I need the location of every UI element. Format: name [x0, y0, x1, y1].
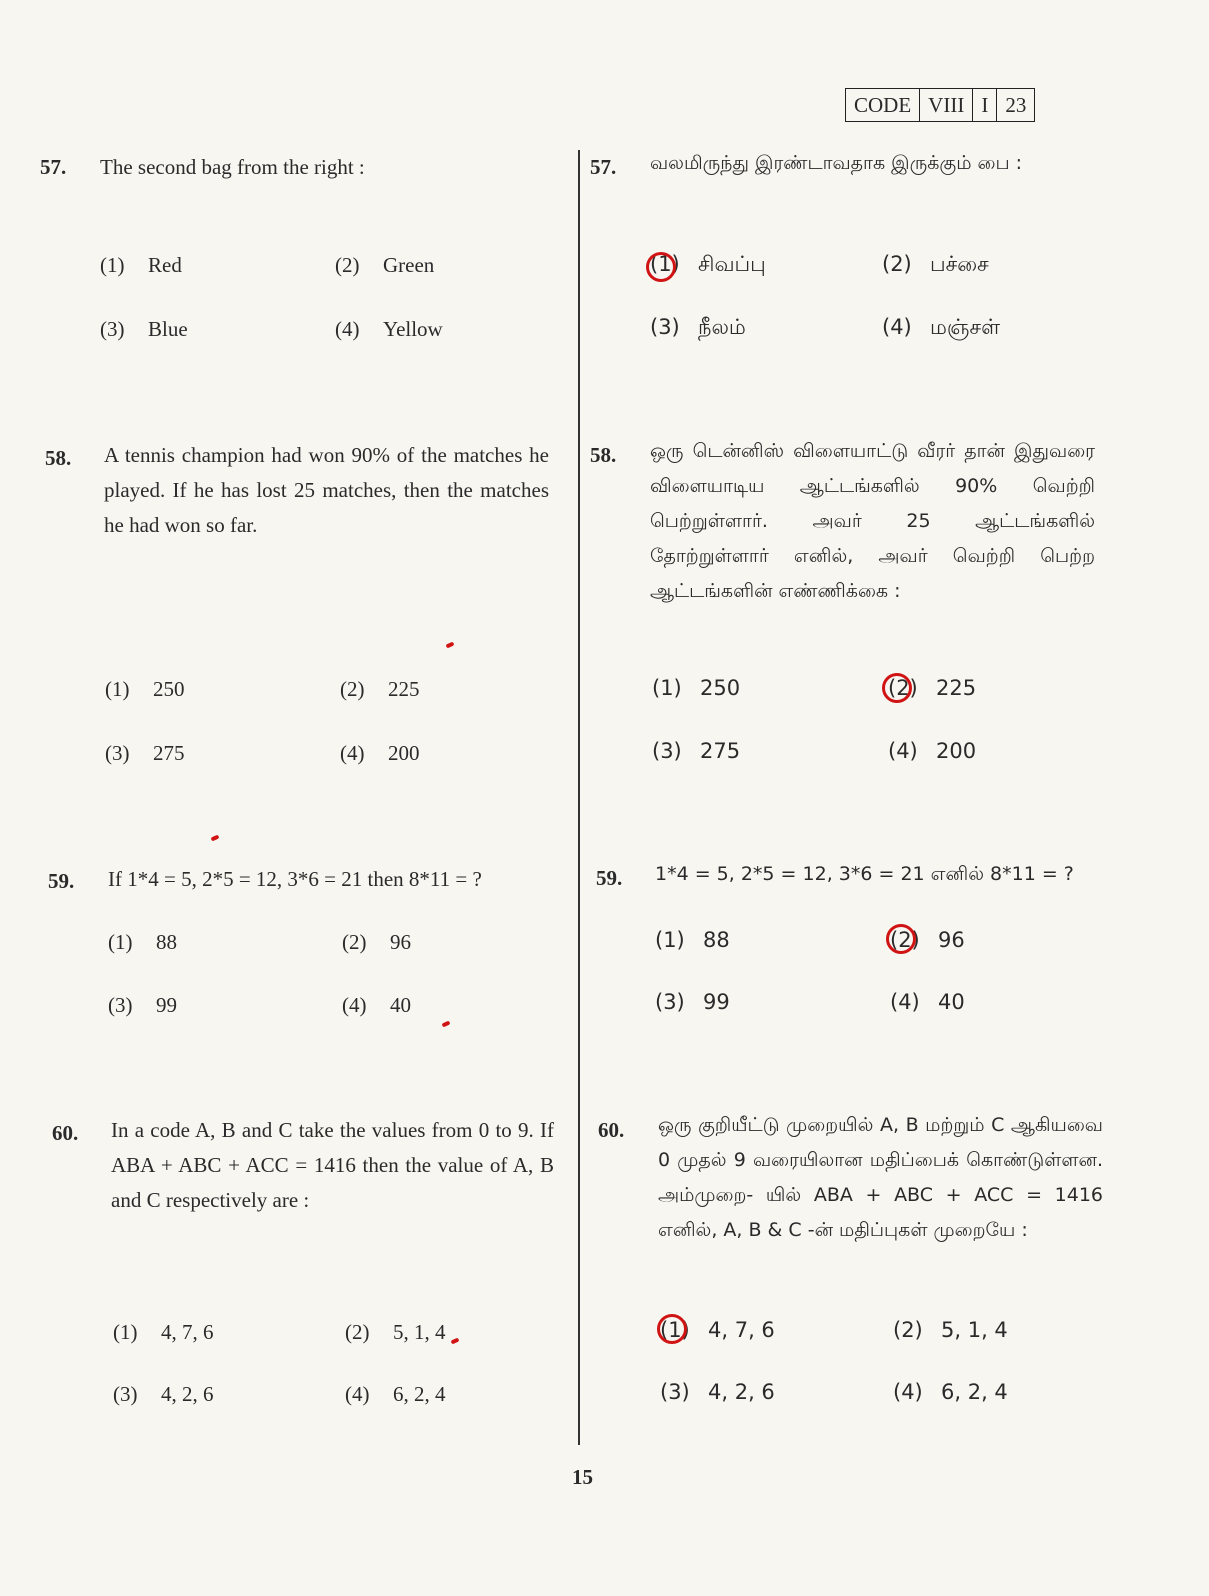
option-value: 4, 7, 6 — [161, 1320, 214, 1344]
option-value: Yellow — [383, 317, 443, 341]
option — [893, 1375, 1008, 1410]
option-value: 5, 1, 4 — [393, 1320, 446, 1344]
question-text: A tennis champion had won 90% of the matches he played. If he has lost 25 matches, then the matches he had won so far. — [104, 443, 549, 537]
question-text: வலமிருந்து இரண்டாவதாக இருக்கும் பை : — [650, 152, 1023, 174]
option-value: மஞ்சள் — [930, 315, 1001, 339]
option-value: 88 — [156, 930, 177, 954]
option-value: 4, 7, 6 — [708, 1318, 775, 1342]
option-number: (4) — [340, 741, 365, 765]
answer-circle-mark — [646, 252, 676, 282]
answer-circle-mark — [882, 673, 912, 703]
option — [882, 247, 989, 282]
question-number: 58. — [590, 443, 617, 467]
question-number: 60. — [598, 1118, 625, 1142]
option-value: 6, 2, 4 — [393, 1382, 446, 1406]
question-number: 58. — [45, 446, 72, 470]
option-value: 88 — [703, 928, 730, 952]
option-number: (2) — [345, 1320, 370, 1344]
option — [340, 741, 420, 766]
code-level: VIII — [919, 89, 972, 121]
question-number: 60. — [52, 1121, 79, 1145]
option-number: (2) — [890, 928, 920, 952]
option-value: 40 — [938, 990, 965, 1014]
option-number: (1) — [655, 928, 685, 952]
option — [113, 1382, 214, 1407]
option-number: (1) — [113, 1320, 138, 1344]
question-text: ஒரு குறியீட்டு முறையில் A, B மற்றும் C ஆகியவை 0 முதல் 9 வரையிலான மதிப்பைக் கொண்டுள்ளன. அம்முறை- யில் ABA + ABC + ACC = 1416 எனில், A, B & C -ன் மதிப்புகள் முறையே : — [658, 1114, 1103, 1241]
option-number: (3) — [650, 315, 680, 339]
question-number: 59. — [596, 866, 623, 890]
option-number: (2) — [340, 677, 365, 701]
option-value: 4, 2, 6 — [161, 1382, 214, 1406]
ink-mark — [211, 834, 220, 841]
option — [345, 1320, 446, 1345]
option — [652, 671, 740, 706]
option-number: (1) — [100, 253, 125, 277]
option — [882, 310, 1000, 345]
option — [335, 317, 443, 342]
option-value: 275 — [153, 741, 185, 765]
option — [345, 1382, 446, 1407]
ink-mark — [446, 641, 455, 648]
option-number: (3) — [655, 990, 685, 1014]
option — [108, 993, 177, 1018]
option-value: 96 — [938, 928, 965, 952]
question-text: If 1*4 = 5, 2*5 = 12, 3*6 = 21 then 8*11 = ? — [108, 867, 482, 891]
ink-mark — [451, 1337, 460, 1344]
option-number: (1) — [108, 930, 133, 954]
code-label: CODE — [854, 93, 912, 117]
option-value: 96 — [390, 930, 411, 954]
option-value: 200 — [936, 739, 977, 763]
option — [100, 253, 182, 278]
option — [100, 317, 188, 342]
option-number: (1) — [105, 677, 130, 701]
code-box — [845, 88, 1035, 122]
option-number: (4) — [342, 993, 367, 1017]
question-number: 57. — [40, 155, 67, 179]
option-number: (3) — [660, 1380, 690, 1404]
option — [893, 1313, 1008, 1348]
option — [342, 930, 411, 955]
option-value: 99 — [156, 993, 177, 1017]
option — [335, 253, 434, 278]
question-text: ஒரு டென்னிஸ் விளையாட்டு வீரர் தான் இதுவரை விளையாடிய ஆட்டங்களில் 90% வெற்றி பெற்றுள்ளார். அவர் 25 ஆட்டங்களில் தோற்றுள்ளார் எனில், அவர் வெற்றி பெற்ற ஆட்டங்களின் எண்ணிக்கை : — [650, 440, 1095, 602]
option-number: (2) — [888, 676, 918, 700]
option — [660, 1375, 775, 1410]
option-number: (2) — [335, 253, 360, 277]
option-value: 250 — [153, 677, 185, 701]
code-number: 23 — [996, 89, 1034, 121]
option-value: 225 — [388, 677, 420, 701]
option-number: (4) — [335, 317, 360, 341]
option — [650, 310, 746, 345]
code-section: I — [972, 89, 996, 121]
option-number: (3) — [108, 993, 133, 1017]
option-number: (1) — [660, 1318, 690, 1342]
option — [655, 923, 730, 958]
option-number: (4) — [882, 315, 912, 339]
option — [105, 677, 185, 702]
option-value: 4, 2, 6 — [708, 1380, 775, 1404]
option-value: சிவப்பு — [698, 252, 766, 276]
option — [340, 677, 420, 702]
option-number: (2) — [882, 252, 912, 276]
option — [342, 993, 411, 1018]
option-value: நீலம் — [698, 315, 746, 339]
option-number: (3) — [113, 1382, 138, 1406]
option-number: (3) — [100, 317, 125, 341]
option-number: (1) — [650, 252, 680, 276]
option-value: Red — [148, 253, 182, 277]
option-number: (3) — [652, 739, 682, 763]
option — [113, 1320, 214, 1345]
page-number: 15 — [572, 1465, 593, 1489]
option-number: (4) — [890, 990, 920, 1014]
option — [888, 734, 976, 769]
option-value: 225 — [936, 676, 977, 700]
option — [105, 741, 185, 766]
option-value: 275 — [700, 739, 741, 763]
option-number: (2) — [342, 930, 367, 954]
option-number: (4) — [345, 1382, 370, 1406]
question-number: 59. — [48, 869, 75, 893]
answer-circle-mark — [886, 924, 916, 954]
question-text: In a code A, B and C take the values from 0 to 9. If ABA + ABC + ACC = 1416 then the value of A, B and C respectively are : — [111, 1118, 554, 1212]
question-number: 57. — [590, 155, 617, 179]
option — [108, 930, 177, 955]
option-value: பச்சை — [930, 252, 989, 276]
option-value: Green — [383, 253, 435, 277]
option-value: Blue — [148, 317, 188, 341]
question-text: The second bag from the right : — [100, 155, 365, 179]
ink-mark — [442, 1020, 451, 1027]
option-value: 40 — [390, 993, 411, 1017]
column-divider — [578, 150, 580, 1445]
option-value: 5, 1, 4 — [941, 1318, 1008, 1342]
option-number: (1) — [652, 676, 682, 700]
option-value: 99 — [703, 990, 730, 1014]
option-number: (4) — [893, 1380, 923, 1404]
question-text: 1*4 = 5, 2*5 = 12, 3*6 = 21 எனில் 8*11 = ? — [655, 863, 1074, 885]
option-value: 250 — [700, 676, 741, 700]
option-number: (4) — [888, 739, 918, 763]
option — [655, 985, 730, 1020]
option-number: (2) — [893, 1318, 923, 1342]
option — [890, 985, 965, 1020]
option-value: 200 — [388, 741, 420, 765]
option-number: (3) — [105, 741, 130, 765]
option-value: 6, 2, 4 — [941, 1380, 1008, 1404]
option — [652, 734, 740, 769]
answer-circle-mark — [657, 1314, 687, 1344]
